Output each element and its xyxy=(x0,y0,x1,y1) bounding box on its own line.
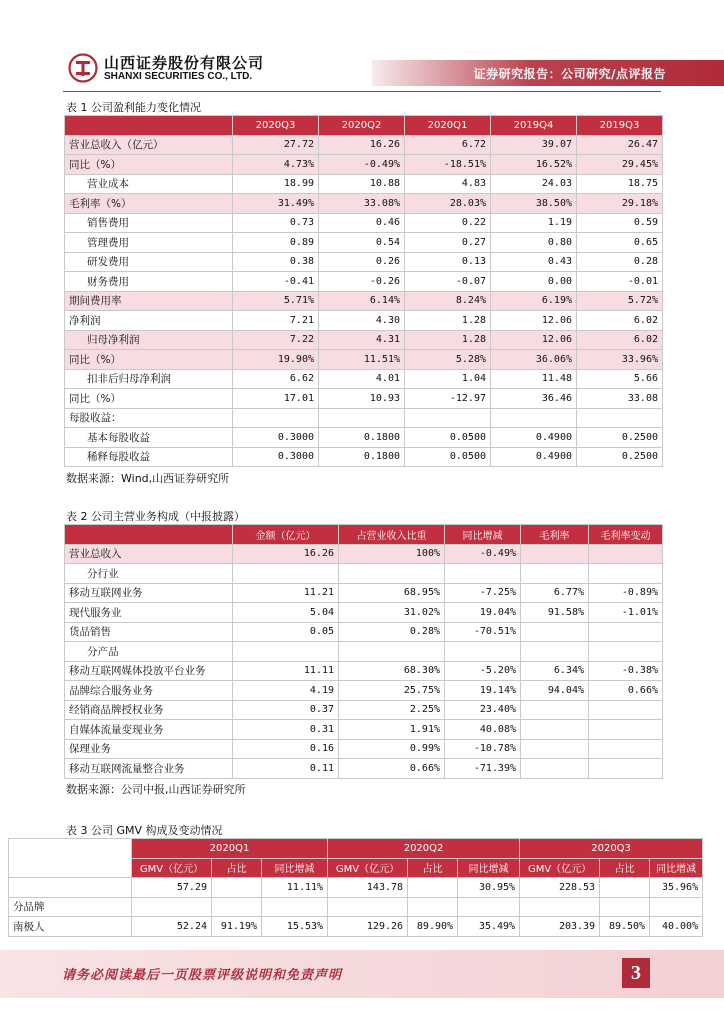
table2-header-row xyxy=(65,525,663,545)
table-cell xyxy=(339,642,445,662)
table-cell: 0.46 xyxy=(319,213,405,233)
table-cell: 6.14% xyxy=(319,291,405,311)
table-cell: 36.46 xyxy=(491,389,577,409)
table-cell: 6.19% xyxy=(491,291,577,311)
table-cell: 30.95% xyxy=(458,878,520,898)
table-cell xyxy=(212,878,262,898)
table-cell: 94.04% xyxy=(521,681,589,701)
table-cell: 0.16 xyxy=(233,739,339,759)
table-cell: 100% xyxy=(339,544,445,564)
table-cell xyxy=(589,622,663,642)
company-name-en: SHANXI SECURITIES CO., LTD. xyxy=(104,71,253,82)
table1-header-blank xyxy=(65,116,233,136)
table-row xyxy=(65,759,663,779)
table-cell: -0.26 xyxy=(319,272,405,292)
table1-header-cell: 2020Q1 xyxy=(405,116,491,136)
table-row xyxy=(65,272,663,292)
row-label: 品牌综合服务业务 xyxy=(65,681,233,701)
table-cell: 0.38 xyxy=(233,252,319,272)
table-cell xyxy=(577,408,663,428)
table-cell: 0.00 xyxy=(491,272,577,292)
table-cell xyxy=(233,642,339,662)
table-cell: 7.21 xyxy=(233,311,319,331)
table-cell xyxy=(521,622,589,642)
table2-header-cell: 毛利率 xyxy=(521,525,589,545)
table-row xyxy=(65,544,663,564)
row-label: 移动互联网媒体投放平台业务 xyxy=(65,661,233,681)
row-label: 自媒体流量变现业务 xyxy=(65,720,233,740)
row-label: 经销商品牌授权业务 xyxy=(65,700,233,720)
table-cell: 6.62 xyxy=(233,369,319,389)
table-row xyxy=(65,174,663,194)
table-row xyxy=(9,897,703,917)
table-cell: 31.49% xyxy=(233,194,319,214)
table-cell: 15.53% xyxy=(262,917,328,937)
table-cell: 0.27 xyxy=(405,233,491,253)
row-label: 每股收益： xyxy=(65,408,233,428)
table-cell: 0.4900 xyxy=(491,447,577,467)
table-cell: 1.28 xyxy=(405,330,491,350)
table-cell xyxy=(520,897,600,917)
row-label: 基本每股收益 xyxy=(65,428,233,448)
table-row xyxy=(65,291,663,311)
table-row xyxy=(65,564,663,584)
table-cell xyxy=(212,897,262,917)
table-cell: 0.2500 xyxy=(577,447,663,467)
table-row xyxy=(65,428,663,448)
table-row xyxy=(65,739,663,759)
row-label: 同比（%） xyxy=(65,350,233,370)
table-cell: 16.26 xyxy=(233,544,339,564)
table-cell: 5.72% xyxy=(577,291,663,311)
table-cell: 0.22 xyxy=(405,213,491,233)
table-cell: -0.01 xyxy=(577,272,663,292)
row-label: 现代服务业 xyxy=(65,603,233,623)
table-cell: 4.19 xyxy=(233,681,339,701)
table3-subheader-cell: 占比 xyxy=(600,858,650,878)
row-label: 同比（%） xyxy=(65,389,233,409)
row-label: 移动互联网流量整合业务 xyxy=(65,759,233,779)
table-cell: 0.65 xyxy=(577,233,663,253)
table-cell: 0.13 xyxy=(405,252,491,272)
table-cell: 0.0500 xyxy=(405,447,491,467)
table-cell: 27.72 xyxy=(233,135,319,155)
table-cell: 19.90% xyxy=(233,350,319,370)
table3-period-header: 2020Q3 xyxy=(520,839,703,859)
table-cell: 4.30 xyxy=(319,311,405,331)
row-label: 南极人 xyxy=(9,917,132,937)
page-number: 3 xyxy=(622,958,650,988)
table-cell xyxy=(589,759,663,779)
table-cell: 5.71% xyxy=(233,291,319,311)
table-cell: 11.11% xyxy=(262,878,328,898)
table-cell: 0.54 xyxy=(319,233,405,253)
table-cell: 0.11 xyxy=(233,759,339,779)
table-row xyxy=(65,389,663,409)
table-cell xyxy=(405,408,491,428)
table-cell xyxy=(132,897,212,917)
table-cell: 4.01 xyxy=(319,369,405,389)
table-cell: 1.28 xyxy=(405,311,491,331)
table-cell: 4.31 xyxy=(319,330,405,350)
table-cell xyxy=(262,897,328,917)
table-cell xyxy=(521,759,589,779)
table-cell: 40.00% xyxy=(650,917,703,937)
table-cell: 33.08% xyxy=(319,194,405,214)
table-cell: 89.90% xyxy=(408,917,458,937)
table-cell: 29.18% xyxy=(577,194,663,214)
row-label: 财务费用 xyxy=(65,272,233,292)
row-label: 管理费用 xyxy=(65,233,233,253)
table1-caption: 表 1 公司盈利能力变化情况 xyxy=(66,101,201,114)
table-cell: -0.49% xyxy=(319,155,405,175)
table3-header-blank xyxy=(9,839,132,878)
table2-header-cell: 金额（亿元） xyxy=(233,525,339,545)
table-cell: -12.97 xyxy=(405,389,491,409)
table-cell xyxy=(521,544,589,564)
table-cell: 6.72 xyxy=(405,135,491,155)
table-row xyxy=(65,447,663,467)
table-row xyxy=(65,311,663,331)
table-cell: 0.3000 xyxy=(233,428,319,448)
table-cell xyxy=(521,700,589,720)
table-cell xyxy=(589,564,663,584)
row-label: 分行业 xyxy=(65,564,233,584)
table3-period-header: 2020Q1 xyxy=(132,839,328,859)
row-label: 销售费用 xyxy=(65,213,233,233)
table-row xyxy=(65,252,663,272)
table-cell: 129.26 xyxy=(328,917,408,937)
table-row xyxy=(65,681,663,701)
table-cell: 143.78 xyxy=(328,878,408,898)
table-cell: 0.4900 xyxy=(491,428,577,448)
table-cell: 5.28% xyxy=(405,350,491,370)
row-label: 移动互联网业务 xyxy=(65,583,233,603)
table-cell xyxy=(328,897,408,917)
table-row xyxy=(65,233,663,253)
table-cell xyxy=(521,564,589,584)
table-cell: 0.1800 xyxy=(319,447,405,467)
table-row xyxy=(65,330,663,350)
table-cell xyxy=(233,564,339,584)
table3-subheader-cell: 同比增减 xyxy=(458,858,520,878)
table-cell: -70.51% xyxy=(445,622,521,642)
table-cell: 6.02 xyxy=(577,311,663,331)
table-cell: 0.1800 xyxy=(319,428,405,448)
table-cell: 5.66 xyxy=(577,369,663,389)
table-cell: 10.93 xyxy=(319,389,405,409)
table3-period-header-row xyxy=(9,839,703,859)
row-label: 营业总收入 xyxy=(65,544,233,564)
table3-subheader-cell: 同比增减 xyxy=(262,858,328,878)
table-cell: 12.06 xyxy=(491,330,577,350)
row-label: 扣非后归母净利润 xyxy=(65,369,233,389)
row-label: 同比（%） xyxy=(65,155,233,175)
table-row xyxy=(65,155,663,175)
table-cell: 4.73% xyxy=(233,155,319,175)
table-cell: 5.04 xyxy=(233,603,339,623)
table-cell xyxy=(589,700,663,720)
table-cell: 2.25% xyxy=(339,700,445,720)
table-cell: 1.19 xyxy=(491,213,577,233)
table-row xyxy=(65,700,663,720)
table-row xyxy=(65,369,663,389)
table-cell: 38.50% xyxy=(491,194,577,214)
table-cell: 26.47 xyxy=(577,135,663,155)
table-row xyxy=(65,642,663,662)
table1-source: 数据来源：Wind,山西证券研究所 xyxy=(66,472,230,485)
table-cell: 19.04% xyxy=(445,603,521,623)
table3-subheader-cell: 占比 xyxy=(212,858,262,878)
table-cell: 6.34% xyxy=(521,661,589,681)
table-cell xyxy=(521,720,589,740)
row-label: 净利润 xyxy=(65,311,233,331)
table-row xyxy=(65,213,663,233)
table-row xyxy=(65,408,663,428)
table-cell: 25.75% xyxy=(339,681,445,701)
table-cell: 33.96% xyxy=(577,350,663,370)
table-cell: 0.73 xyxy=(233,213,319,233)
table-cell: 0.2500 xyxy=(577,428,663,448)
table-cell: 89.50% xyxy=(600,917,650,937)
table-cell: 35.49% xyxy=(458,917,520,937)
table1-header-cell: 2019Q4 xyxy=(491,116,577,136)
table-cell xyxy=(521,642,589,662)
table-cell: 228.53 xyxy=(520,878,600,898)
table-cell xyxy=(408,897,458,917)
table-cell: 11.51% xyxy=(319,350,405,370)
table-cell: 0.59 xyxy=(577,213,663,233)
table-cell: 0.05 xyxy=(233,622,339,642)
table-cell xyxy=(589,720,663,740)
table-cell: 52.24 xyxy=(132,917,212,937)
row-label: 稀释每股收益 xyxy=(65,447,233,467)
table-cell: 0.66% xyxy=(339,759,445,779)
business-composition-table xyxy=(64,524,663,779)
table-cell: 0.43 xyxy=(491,252,577,272)
table3-period-header: 2020Q2 xyxy=(328,839,520,859)
table-cell xyxy=(445,564,521,584)
table3-caption: 表 3 公司 GMV 构成及变动情况 xyxy=(66,824,223,837)
table-cell: 11.48 xyxy=(491,369,577,389)
row-label: 营业总收入（亿元） xyxy=(65,135,233,155)
table2-header-cell: 同比增减 xyxy=(445,525,521,545)
table-cell: 6.77% xyxy=(521,583,589,603)
table-cell: 12.06 xyxy=(491,311,577,331)
table-cell: 57.29 xyxy=(132,878,212,898)
table-cell: -0.07 xyxy=(405,272,491,292)
table-cell: 68.95% xyxy=(339,583,445,603)
table-row xyxy=(65,603,663,623)
row-label: 营业成本 xyxy=(65,174,233,194)
table-cell: 18.99 xyxy=(233,174,319,194)
page-footer xyxy=(0,950,724,998)
table-cell: 39.07 xyxy=(491,135,577,155)
table-cell: 19.14% xyxy=(445,681,521,701)
gmv-table xyxy=(8,838,703,937)
row-label: 分品牌 xyxy=(9,897,132,917)
table-cell: 16.26 xyxy=(319,135,405,155)
table2-header-blank xyxy=(65,525,233,545)
table-cell xyxy=(600,878,650,898)
table-cell: 0.28 xyxy=(577,252,663,272)
header-divider xyxy=(63,91,661,92)
table-cell: -71.39% xyxy=(445,759,521,779)
table-row xyxy=(65,720,663,740)
table-cell: -1.01% xyxy=(589,603,663,623)
table-cell: 23.40% xyxy=(445,700,521,720)
table2-source: 数据来源：公司中报,山西证券研究所 xyxy=(66,783,246,796)
table-cell: 7.22 xyxy=(233,330,319,350)
table-cell: 6.02 xyxy=(577,330,663,350)
table-cell: 91.58% xyxy=(521,603,589,623)
table2-header-cell: 毛利率变动 xyxy=(589,525,663,545)
row-label: 归母净利润 xyxy=(65,330,233,350)
table2-header-cell: 占营业收入比重 xyxy=(339,525,445,545)
table-cell: 0.89 xyxy=(233,233,319,253)
table-cell xyxy=(650,897,703,917)
table-cell: 0.28% xyxy=(339,622,445,642)
table-cell: -0.38% xyxy=(589,661,663,681)
table-cell: -10.78% xyxy=(445,739,521,759)
table-row xyxy=(65,350,663,370)
table2-caption: 表 2 公司主营业务构成（中报披露） xyxy=(66,510,245,523)
table-cell xyxy=(589,544,663,564)
table-cell: 8.24% xyxy=(405,291,491,311)
row-label: 期间费用率 xyxy=(65,291,233,311)
table3-subheader-cell: GMV（亿元） xyxy=(520,858,600,878)
table3-subheader-cell: 同比增减 xyxy=(650,858,703,878)
table-cell: 35.96% xyxy=(650,878,703,898)
table-cell: -18.51% xyxy=(405,155,491,175)
table-row xyxy=(65,135,663,155)
table-cell xyxy=(445,642,521,662)
table-cell: -7.25% xyxy=(445,583,521,603)
table3-subheader-cell: GMV（亿元） xyxy=(328,858,408,878)
table-cell xyxy=(233,408,319,428)
row-label: 分产品 xyxy=(65,642,233,662)
table-row xyxy=(65,661,663,681)
table-cell: 0.26 xyxy=(319,252,405,272)
row-label: 研发费用 xyxy=(65,252,233,272)
table-cell: 4.83 xyxy=(405,174,491,194)
report-type-banner xyxy=(372,60,724,86)
table-cell: 91.19% xyxy=(212,917,262,937)
table-cell: 31.02% xyxy=(339,603,445,623)
table-cell xyxy=(491,408,577,428)
table-cell: 0.0500 xyxy=(405,428,491,448)
table-cell: 11.11 xyxy=(233,661,339,681)
table-cell: 24.03 xyxy=(491,174,577,194)
table-cell: 1.04 xyxy=(405,369,491,389)
table-cell: 0.3000 xyxy=(233,447,319,467)
table-cell: 203.39 xyxy=(520,917,600,937)
table-cell: 17.01 xyxy=(233,389,319,409)
page-header xyxy=(0,0,724,95)
table-cell xyxy=(408,878,458,898)
table-row xyxy=(9,878,703,898)
table-cell: -0.89% xyxy=(589,583,663,603)
table1-header-cell: 2020Q3 xyxy=(233,116,319,136)
table-cell xyxy=(319,408,405,428)
row-label: 毛利率（%） xyxy=(65,194,233,214)
table-cell: 16.52% xyxy=(491,155,577,175)
table-row xyxy=(65,583,663,603)
row-label xyxy=(9,878,132,898)
table-cell: 40.08% xyxy=(445,720,521,740)
table-cell xyxy=(458,897,520,917)
table-cell: 0.37 xyxy=(233,700,339,720)
table-cell: 0.80 xyxy=(491,233,577,253)
table-cell xyxy=(589,739,663,759)
table-cell: 68.30% xyxy=(339,661,445,681)
table1-header-row xyxy=(65,116,663,136)
table-cell: 28.03% xyxy=(405,194,491,214)
table-cell: 0.66% xyxy=(589,681,663,701)
disclaimer-text: 请务必阅读最后一页股票评级说明和免责声明 xyxy=(62,968,343,983)
table-cell xyxy=(589,642,663,662)
table-cell: -0.49% xyxy=(445,544,521,564)
report-type-text: 证券研究报告：公司研究/点评报告 xyxy=(473,67,666,81)
shanxi-securities-logo-icon xyxy=(68,53,98,83)
table1-header-cell: 2019Q3 xyxy=(577,116,663,136)
table-cell: 11.21 xyxy=(233,583,339,603)
table-cell: 33.08 xyxy=(577,389,663,409)
table-cell: 1.91% xyxy=(339,720,445,740)
table-cell: -5.20% xyxy=(445,661,521,681)
table-cell: 0.31 xyxy=(233,720,339,740)
table-row xyxy=(65,194,663,214)
table-cell: 10.88 xyxy=(319,174,405,194)
table-cell: 36.06% xyxy=(491,350,577,370)
table-cell xyxy=(600,897,650,917)
table-cell: 18.75 xyxy=(577,174,663,194)
table-cell: 0.99% xyxy=(339,739,445,759)
table1-header-cell: 2020Q2 xyxy=(319,116,405,136)
row-label: 保理业务 xyxy=(65,739,233,759)
row-label: 货品销售 xyxy=(65,622,233,642)
company-name-cn: 山西证券股份有限公司 xyxy=(104,54,265,72)
table-cell: -0.41 xyxy=(233,272,319,292)
table3-subheader-cell: 占比 xyxy=(408,858,458,878)
table-row xyxy=(65,622,663,642)
table-row xyxy=(9,917,703,937)
profitability-table xyxy=(64,115,663,467)
table3-subheader-cell: GMV（亿元） xyxy=(132,858,212,878)
table-cell: 29.45% xyxy=(577,155,663,175)
table-cell xyxy=(339,564,445,584)
table-cell xyxy=(521,739,589,759)
